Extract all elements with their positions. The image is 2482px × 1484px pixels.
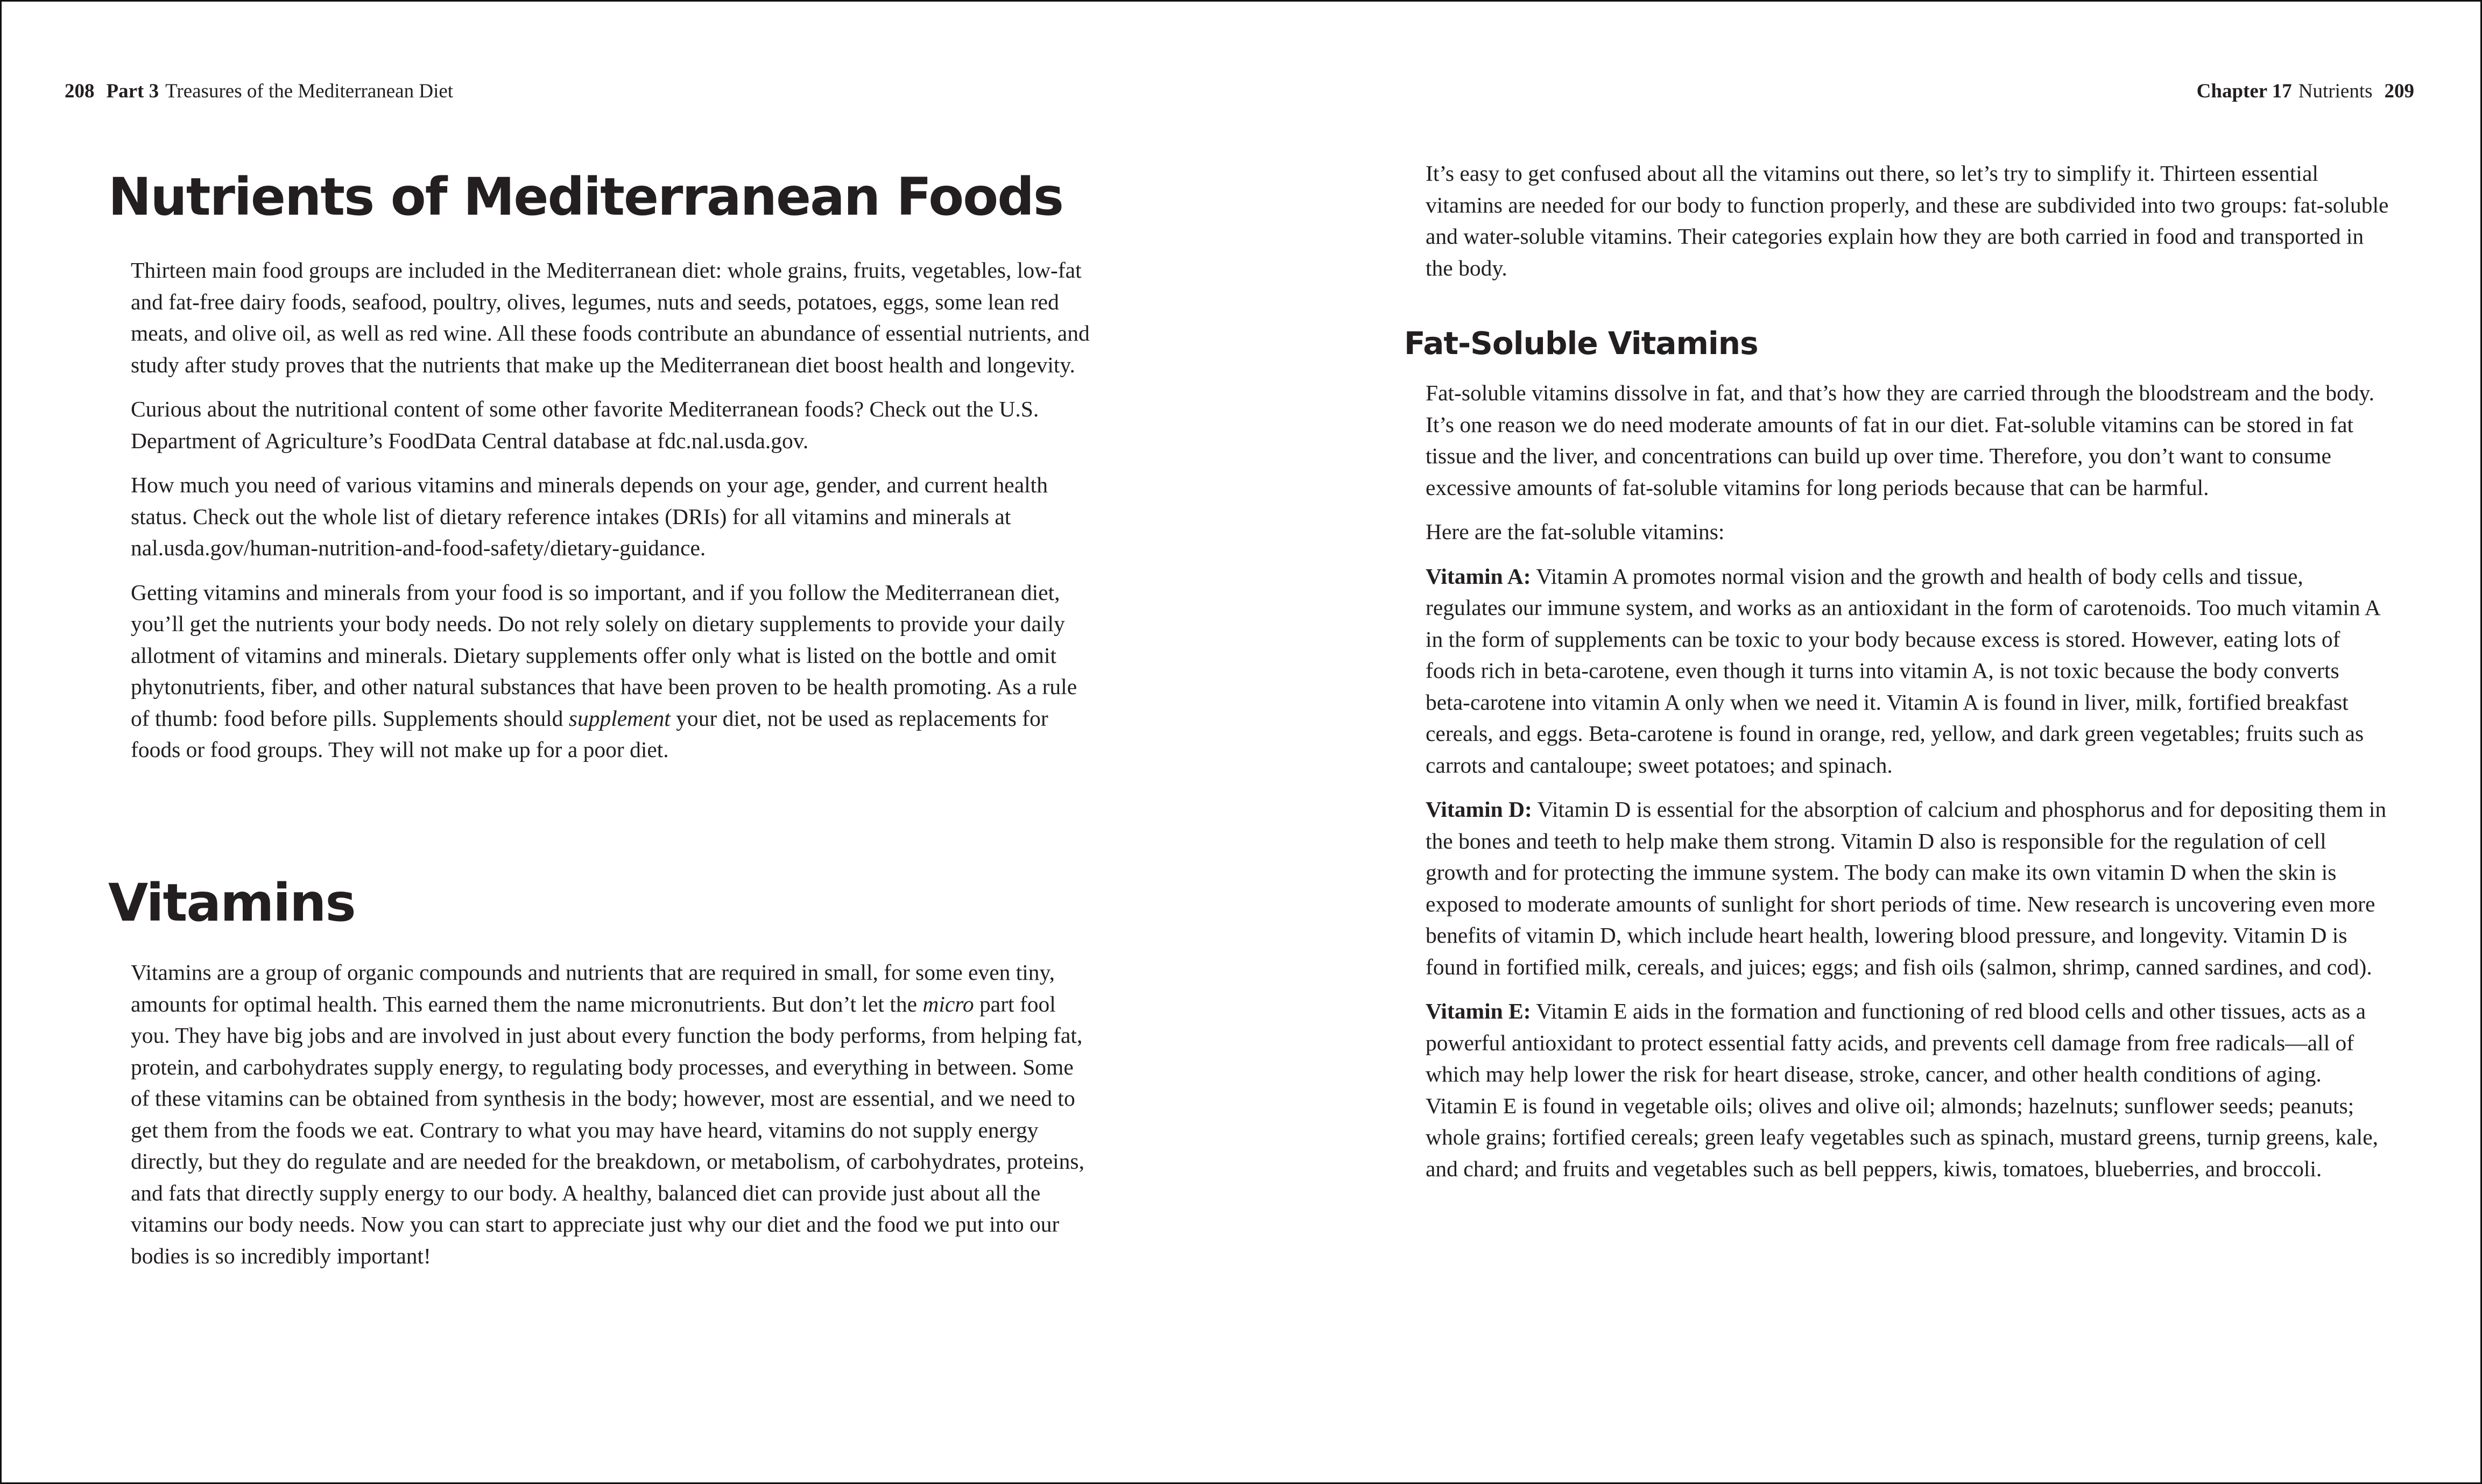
fat-soluble-paragraph: Fat-soluble vitamins dissolve in fat, and that’s how they are carried through the bloodstream and the body. It’s one reason we do need moderate amounts of fat in our diet. Fat-soluble vitamins can be stored in fat tissue and the liver, and concentrations can build up over time. Therefore, you don’t want to consume excessive amounts of fat-soluble vitamins for long periods because that can be harmful. <box>1426 380 2374 500</box>
list-intro: Here are the fat-soluble vitamins: <box>1426 519 1725 544</box>
section-title-vitamins: Vitamins <box>108 873 355 933</box>
right-running-head <box>2197 78 2414 105</box>
vitamins-block <box>131 957 1094 1271</box>
italic-term: supplement <box>568 705 671 731</box>
vitamin-text: Vitamin D is essential for the absorption of calcium and phosphorus and for depositing them in the bones and teeth to help make them strong. Vitamin D also is responsible for the regulation of cell growth and for protecting the immune system. The body can make its own vitamin D when the skin is exposed to moderate amounts of sunlight for short periods of time. New research is uncovering even more benefits of vitamin D, which include heart health, lowering blood pressure, and longevity. Vitamin D is found in fortified milk, cereals, and juices; eggs; and fish oils (salmon, shrimp, canned sardines, and cod). <box>1426 797 2387 979</box>
italic-term: micro <box>922 991 974 1016</box>
vitamin-entry-d <box>1426 794 2389 983</box>
intro-paragraph: It’s easy to get confused about all the vitamins out there, so let’s try to simplify it. Thirteen essential vitamins are needed for our body to function properly, and these are subdivided into two groups: fat-soluble and water-soluble vitamins. Their categories explain how they are both carried in food and transported in the body. <box>1426 161 2389 280</box>
fat-soluble-block <box>1426 377 2389 1184</box>
paragraph-text: Getting vitamins and minerals from your food is so important, and if you follow the Mediterranean diet, you’ll get the nutrients your body needs. Do not rely solely on dietary supplements to provide your daily allotment of vitamins and minerals. Dietary supplements offer only what is listed on the bottle and omit phytonutrients, fiber, and other natural substances that have been proven to be health promoting. As a rule of thumb: food before pills. Supplements should <box>131 580 1077 731</box>
vitamin-text: Vitamin E aids in the formation and functioning of red blood cells and other tissues, acts as a powerful antioxidant to protect essential fatty acids, and prevents cell damage from free radicals—all of which may help lower the risk for heart disease, stroke, cancer, and other health conditions of aging. Vitamin E is found in vegetable oils; olives and olive oil; almonds; hazelnuts; sunflower seeds; peanuts; whole grains; fortified cereals; green leafy vegetables such as spinach, mustard greens, turnip greens, kale, and chard; and fruits and vegetables such as bell peppers, kiwis, tomatoes, blueberries, and broccoli. <box>1426 999 2379 1181</box>
vitamin-entry-a <box>1426 561 2389 781</box>
chapter-title: Nutrients <box>2298 80 2373 102</box>
paragraph-text: your diet, not be used as replacements for foods or food groups. They will not make up for a poor diet. <box>131 705 1048 762</box>
section-title-nutrients: Nutrients of Mediterranean Foods <box>108 167 1063 227</box>
vitamin-entry-e <box>1426 995 2389 1184</box>
intro-paragraph: Thirteen main food groups are included in the Mediterranean diet: whole grains, fruits, vegetables, low-fat and fat-free dairy foods, seafood, poultry, olives, legumes, nuts and seeds, potatoes, eggs, some lean red meats, and olive oil, as well as red wine. All these foods contribute an abundance of essential nutrients, and study after study proves that the nutrients that make up the Mediterranean diet boost health and longevity. <box>131 258 1090 377</box>
vitamin-label: Vitamin A: <box>1426 563 1531 589</box>
intro-paragraph: How much you need of various vitamins and minerals depends on your age, gender, and current health status. Check out the whole list of dietary reference intakes (DRIs) for all vitamins and minerals at nal.usda.gov/human-nutrition-and-food-safety/dietary-guidance. <box>131 472 1048 560</box>
chapter-label: Chapter 17 <box>2196 80 2292 102</box>
vitamins-paragraph <box>131 957 1094 1271</box>
part-title: Treasures of the Mediterranean Diet <box>165 80 454 102</box>
vitamin-label: Vitamin E: <box>1426 999 1531 1023</box>
nutrients-intro-block <box>131 255 1094 766</box>
paragraph-text: Vitamins are a group of organic compounds and nutrients that are required in small, for some even tiny, amounts for optimal health. This earned them the name micronutrients. But don’t let the <box>131 960 1055 1016</box>
left-page <box>2 2 1239 1482</box>
paragraph-text: part fool you. They have big jobs and are involved in just about every function the body performs, from helping fat, protein, and carbohydrates supply energy, to regulating body processes, and everything in between. Some of these vitamins can be obtained from synthesis in the body; however, most are essential, and we need to get them from the foods we eat. Contrary to what you may have heard, vitamins do not supply energy directly, but they do regulate and are needed for the breakdown, or metabolism, of carbohydrates, proteins, and fats that directly supply energy to our body. A healthy, balanced diet can provide just about all the vitamins our body needs. Now you can start to appreciate just why our diet and the food we put into our bodies is so incredibly important! <box>131 991 1084 1268</box>
intro-paragraph: Curious about the nutritional content of some other favorite Mediterranean foods? Check out the U.S. Department of Agriculture’s FoodData Central database at fdc.nal.usda.gov. <box>131 397 1039 453</box>
vitamin-label: Vitamin D: <box>1426 797 1532 822</box>
vitamins-intro-block <box>1426 158 2389 284</box>
right-page <box>1243 2 2480 1482</box>
right-page-number: 209 <box>2384 80 2414 102</box>
supplements-paragraph <box>131 577 1094 766</box>
left-running-head <box>65 78 453 105</box>
vitamin-text: Vitamin A promotes normal vision and the growth and health of body cells and tissue, regulates our immune system, and works as an antioxidant in the form of carotenoids. Too much vitamin A in the form of supplements can be toxic to your body because excess is stored. However, eating lots of foods rich in beta-carotene, even though it turns into vitamin A, is not toxic because the body converts beta-carotene into vitamin A only when we need it. Vitamin A is found in liver, milk, fortified breakfast cereals, and eggs. Beta-carotene is found in orange, red, yellow, and dark green vegetables; fruits such as carrots and cantaloupe; sweet potatoes; and spinach. <box>1426 563 2380 778</box>
subsection-title-fat-soluble: Fat-Soluble Vitamins <box>1404 325 1758 362</box>
left-page-number: 208 <box>65 80 95 102</box>
part-label: Part 3 <box>106 80 159 102</box>
